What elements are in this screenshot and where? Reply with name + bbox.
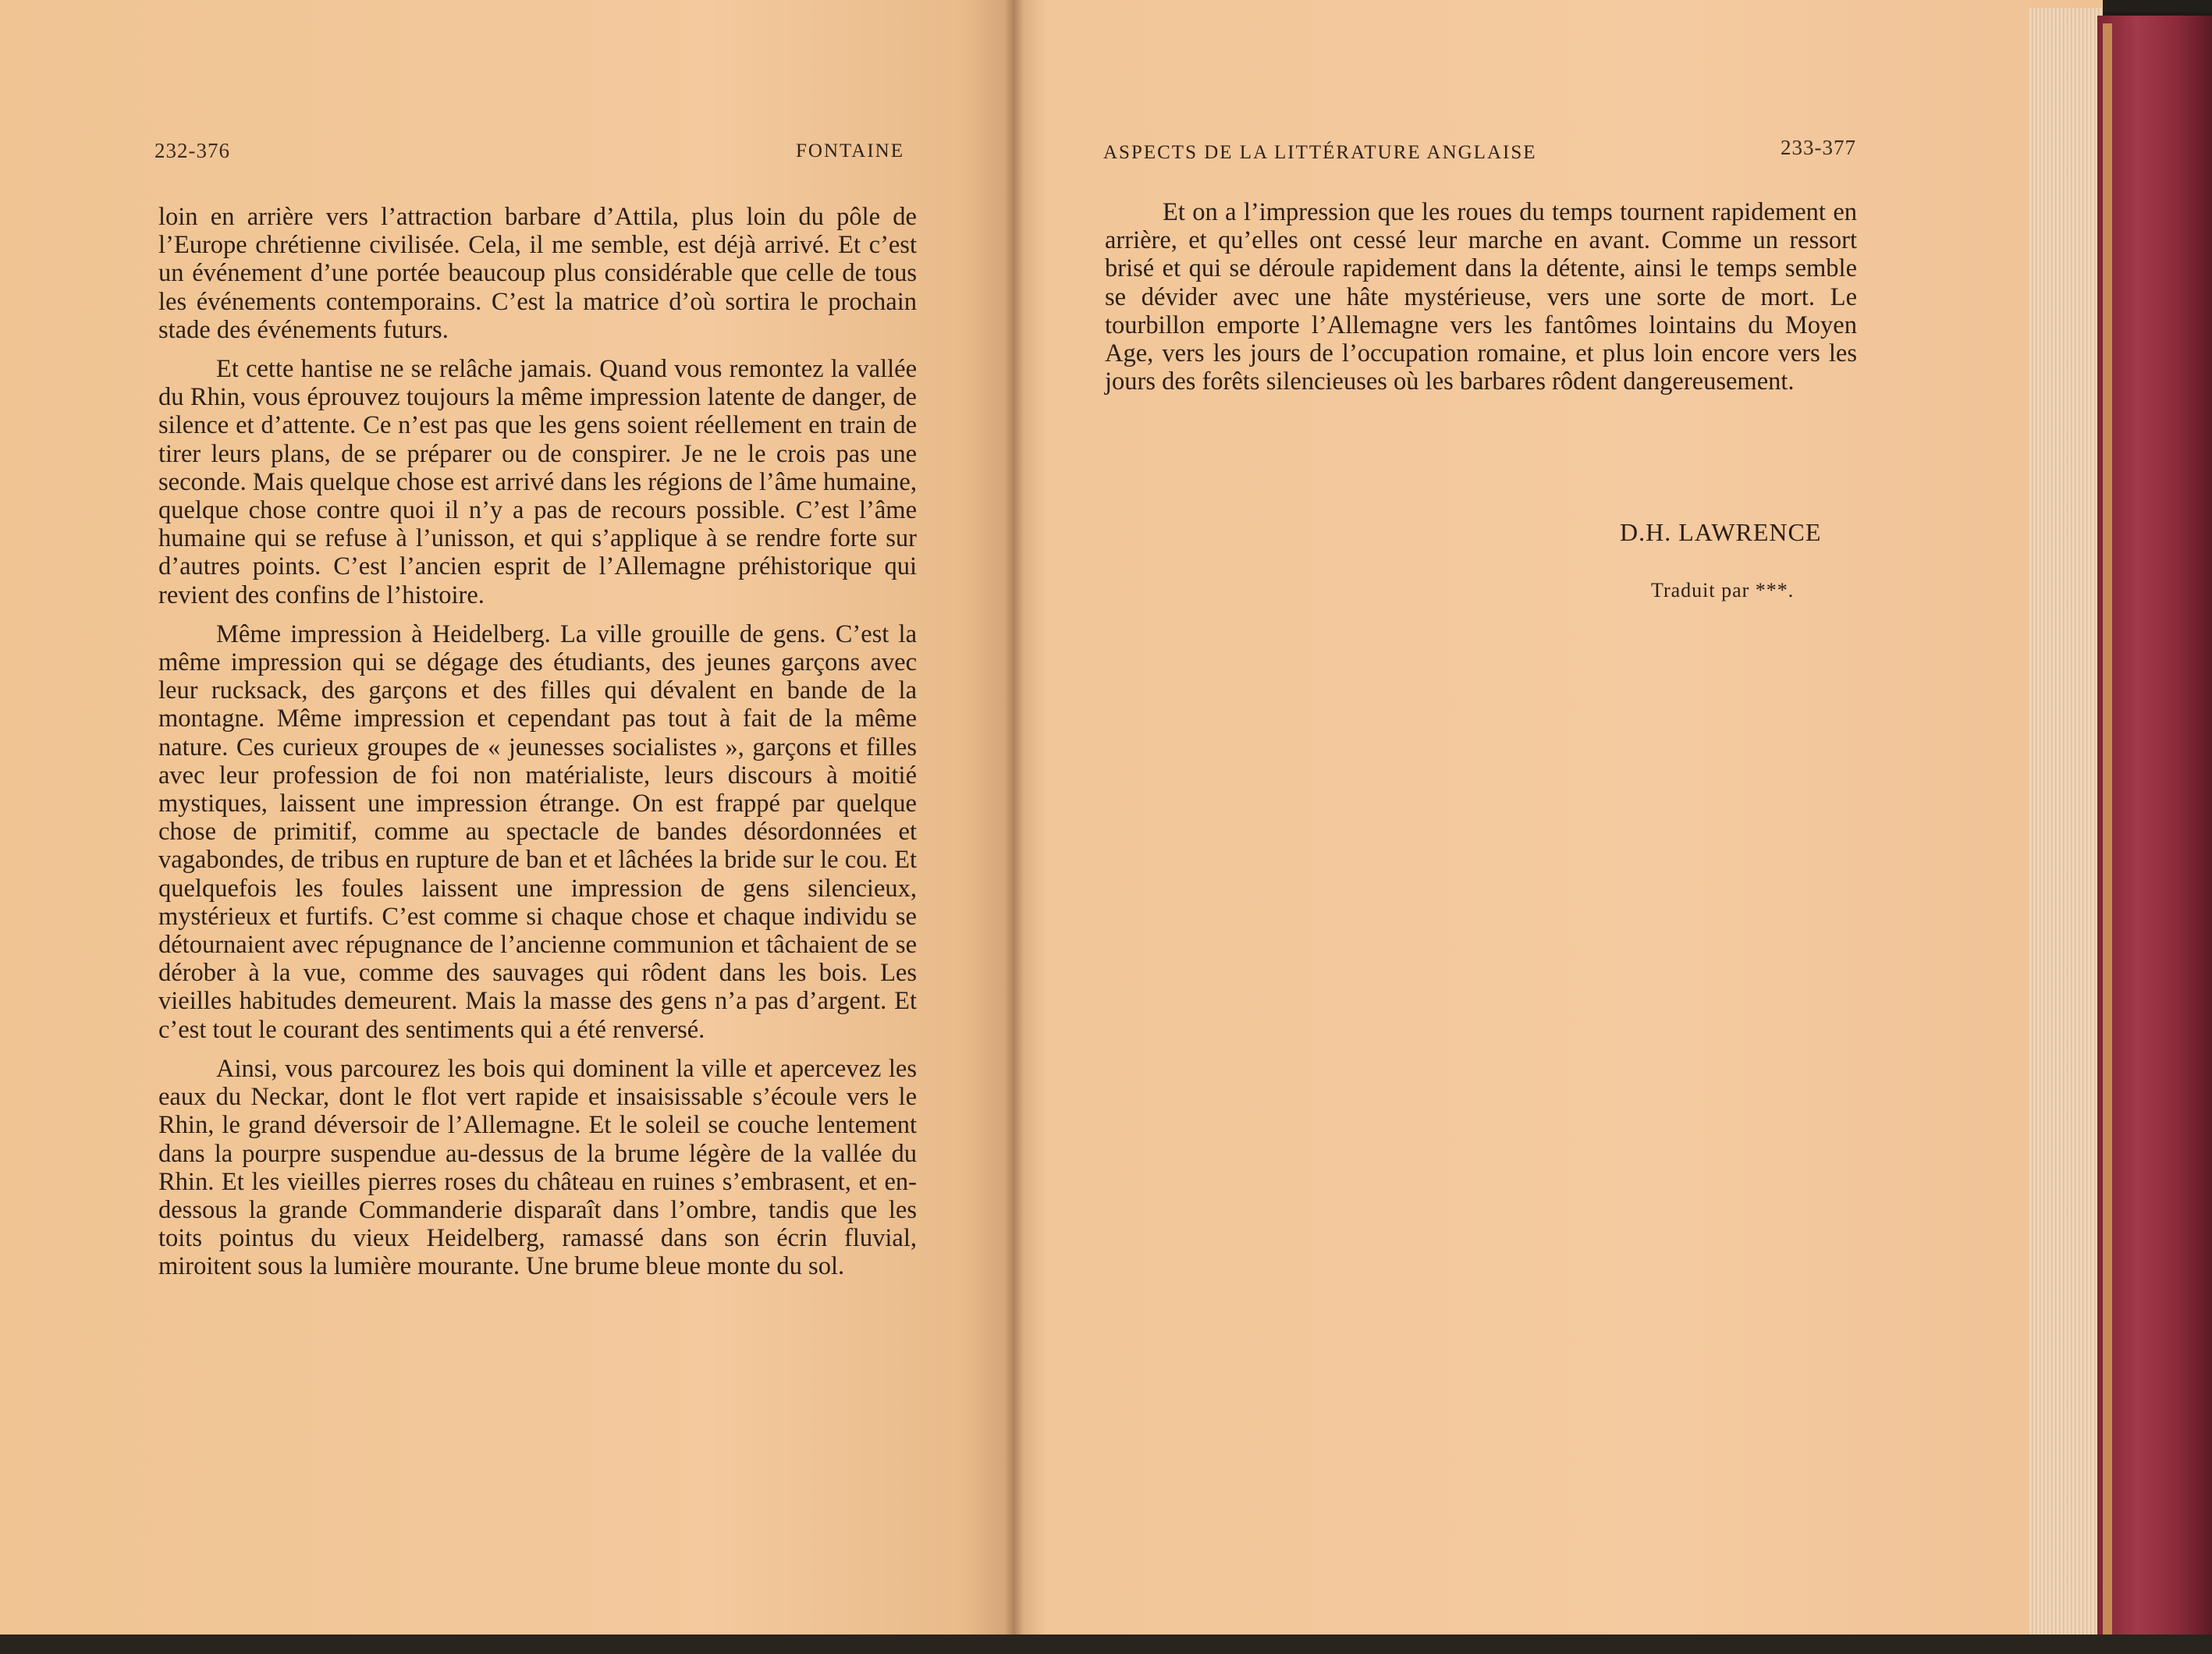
book-gutter (1005, 0, 1024, 1654)
binding-inner-edge (2103, 23, 2112, 1646)
left-paragraph-3: Même impression à Heidelberg. La ville grouille de gens. C’est la même impression qui se dégage des étudiants, des jeunes garçons avec leur rucksack, des garçons et des filles qui dévalent en bande de la montagne. Même impression et cependant pas tout à fait de la même nature. Ces curieux groupes de « jeunesses socialistes », garçons et filles avec leur profession de foi non matérialiste, leurs discours à moitié mystiques, laissent une impression étrange. On est frappé par quelque chose de primitif, comme au spectacle de bandes désordonnées et vagabondes, de tribus en rupture de ban et et lâchées la bride sur le cou. Et quelquefois les foules laissent une impression de gens silencieux, mystérieux et furtifs. C’est comme si chaque chose et chaque individu se détournaient avec répugnance de l’ancienne communion et tâchaient de se dérober à la vue, comme des sauvages qui rôdent dans les bois. Les vieilles habitudes demeurent. Mais la masse des gens n’a pas d’argent. Et c’est tout le courant des sentiments qui a été renversé. (158, 619, 917, 1044)
left-text-block (158, 203, 917, 1281)
right-page (1014, 0, 2103, 1654)
page-edges (2029, 8, 2103, 1654)
right-page-number: 233-377 (1781, 136, 1856, 159)
left-page-number: 232-376 (154, 139, 230, 162)
right-running-head: ASPECTS DE LA LITTÉRATURE ANGLAISE (1103, 142, 1537, 163)
left-paragraph-1: loin en arrière vers l’attraction barbare d’Attila, plus loin du pôle de l’Europe chrétienne civilisée. Cela, il me semble, est déjà arrivé. Et c’est un événement d’une portée beaucoup plus considérable que celle de tous les événements contemporains. C’est la matrice d’où sortira le prochain stade des événements futurs. (158, 203, 917, 344)
left-paragraph-2: Et cette hantise ne se relâche jamais. Quand vous remontez la vallée du Rhin, vous éprouvez toujours la même impression latente de danger, de silence et d’attente. Ce n’est pas que les gens soient réellement en train de tirer leurs plans, de se préparer ou de conspirer. Je ne le crois pas une seconde. Mais quelque chose est arrivé dans les régions de l’âme humaine, quelque chose contre quoi il n’y a pas de recours possible. C’est l’âme humaine qui se refuse à l’unisson, et qui s’applique à se rendre forte sur d’autres points. C’est l’ancien esprit de l’Allemagne préhistorique qui revient des confins de l’histoire. (158, 355, 917, 609)
author-signature: D.H. LAWRENCE (1620, 518, 1822, 546)
left-running-head: FONTAINE (796, 140, 904, 161)
left-page (0, 0, 1014, 1654)
right-paragraph-1: Et on a l’impression que les roues du temps tournent rapidement en arrière, et qu’elles ont cessé leur marche en avant. Comme un ressort brisé et qui se déroule rapidement dans la détente, ainsi le temps semble se dévider avec une hâte mystérieuse, vers une sorte de mort. Le tourbillon emporte l’Allemagne vers les fantômes lointains du Moyen Age, vers les jours de l’occupation romaine, et plus loin encore vers les jours des forêts silencieuses où les barbares rôdent dangereusement. (1105, 198, 1857, 396)
left-paragraph-4: Ainsi, vous parcourez les bois qui dominent la ville et apercevez les eaux du Neckar, dont le flot vert rapide et insaisissable s’écoule vers le Rhin, le grand déversoir de l’Allemagne. Et le soleil se couche lentement dans la pourpre suspendue au-dessus de la brume légère de la vallée du Rhin. Et les vieilles pierres roses du château en ruines s’embrasent, et en-dessous la grande Commanderie disparaît dans l’ombre, tandis que les toits pointus du vieux Heidelberg, ramassé dans son écrin fluvial, miroitent sous la lumière mourante. Une brume bleue monte du sol. (158, 1054, 917, 1281)
book-binding (2097, 16, 2212, 1654)
bottom-edge (0, 1634, 2212, 1654)
translator-note: Traduit par ***. (1651, 579, 1795, 602)
right-text-block (1105, 198, 1857, 396)
